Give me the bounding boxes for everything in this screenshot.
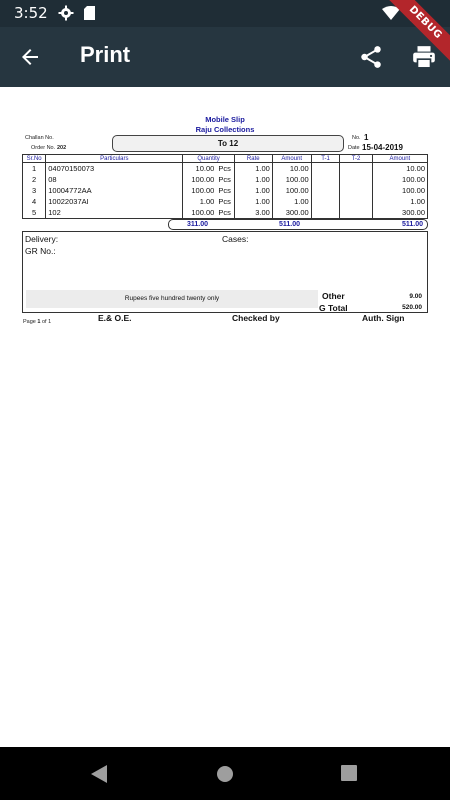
row-sr: 1 [23,163,46,174]
row-amount: 100.00 [272,174,311,185]
row-t2 [340,207,372,218]
gr-no-label: GR No.: [25,246,56,256]
row-qty: 100.00 [183,185,216,196]
row-sr: 3 [23,185,46,196]
eoe-label: E.& O.E. [98,313,132,323]
share-icon[interactable] [358,44,384,75]
status-bar [0,0,450,27]
col-net-amount: Amount [372,155,427,163]
col-amount: Amount [272,155,311,163]
page-indicator [23,319,51,325]
order-no: 202 [57,145,67,151]
table-row [23,196,428,207]
row-qty: 100.00 [183,174,216,185]
row-t1 [311,196,340,207]
row-unit: Pcs [216,174,234,185]
delivery-label: Delivery: [25,234,59,244]
row-rate: 1.00 [234,174,272,185]
row-rate: 1.00 [234,163,272,174]
col-t1: T-1 [311,155,340,163]
row-net: 100.00 [372,185,427,196]
row-sr: 5 [23,207,46,218]
row-unit: Pcs [216,163,234,174]
row-qty: 10.00 [183,163,216,174]
row-t2 [340,163,372,174]
table-row [23,207,428,218]
row-t2 [340,196,372,207]
row-t1 [311,185,340,196]
totals-row [168,219,428,230]
col-particulars: Particulars [46,155,183,163]
gtotal-value: 520.00 [402,304,422,311]
other-label: Other [322,291,345,301]
back-arrow-icon[interactable] [18,45,42,74]
table-header [23,155,428,163]
page-label: Page [23,319,36,325]
total-qty: 311.00 [187,221,209,228]
checked-by-label: Checked by [232,313,280,323]
settings-gear-icon [58,5,74,26]
cases-label: Cases: [222,234,249,244]
row-particulars: 10022037AI [46,196,183,207]
print-preview [0,87,450,747]
col-quantity: Quantity [183,155,234,163]
sd-card-icon [84,6,95,25]
row-amount: 1.00 [272,196,311,207]
row-amount: 300.00 [272,207,311,218]
slip-heading: Mobile Slip [205,115,245,124]
row-unit: Pcs [216,207,234,218]
auth-sign-label: Auth. Sign [362,313,405,323]
row-net: 300.00 [372,207,427,218]
row-particulars: 04070150073 [46,163,183,174]
page-title: Print [80,42,131,67]
row-particulars: 08 [46,174,183,185]
row-particulars: 10004772AA [46,185,183,196]
items-table [22,154,428,219]
row-qty: 1.00 [183,196,216,207]
row-sr: 2 [23,174,46,185]
row-qty: 100.00 [183,207,216,218]
row-unit: Pcs [216,196,234,207]
no-label: No. [352,135,361,141]
row-t1 [311,163,340,174]
row-particulars: 102 [46,207,183,218]
row-unit: Pcs [216,185,234,196]
amount-in-words: Rupees five hundred twenty only [26,290,318,308]
date-label: Date [348,145,360,151]
row-net: 10.00 [372,163,427,174]
row-t2 [340,185,372,196]
page-current: 1 [37,319,41,325]
app-bar [0,27,450,87]
table-row [23,185,428,196]
row-rate: 1.00 [234,185,272,196]
page-of: of [41,319,47,325]
row-t1 [311,207,340,218]
row-amount: 100.00 [272,185,311,196]
status-time: 3:52 [14,4,48,22]
navigation-bar [0,747,450,800]
row-net: 1.00 [372,196,427,207]
to-party-box: To 12 [112,135,344,152]
row-net: 100.00 [372,174,427,185]
gtotal-label: G Total [319,303,348,313]
total-net: 511.00 [401,221,423,228]
company-name: Raju Collections [195,125,255,134]
row-t2 [340,174,372,185]
nav-recents-icon[interactable] [341,765,357,786]
col-srno: Sr.No [23,155,46,163]
page-total: 1 [48,319,52,325]
no-value: 1 [364,133,369,142]
order-label: Order No. [31,145,56,151]
other-value: 9.00 [409,293,422,300]
date-value: 15-04-2019 [362,143,403,152]
table-row [23,174,428,185]
row-t1 [311,174,340,185]
row-rate: 1.00 [234,196,272,207]
challan-label: Challan No. [25,135,54,141]
nav-back-icon[interactable] [91,765,107,788]
row-amount: 10.00 [272,163,311,174]
row-rate: 3.00 [234,207,272,218]
debug-banner: DEBUG [380,0,450,68]
col-rate: Rate [234,155,272,163]
total-amount: 511.00 [279,221,301,228]
row-sr: 4 [23,196,46,207]
col-t2: T-2 [340,155,372,163]
print-icon[interactable] [410,44,438,75]
nav-home-icon[interactable] [216,765,234,788]
footer-box [22,231,428,313]
table-row [23,163,428,174]
